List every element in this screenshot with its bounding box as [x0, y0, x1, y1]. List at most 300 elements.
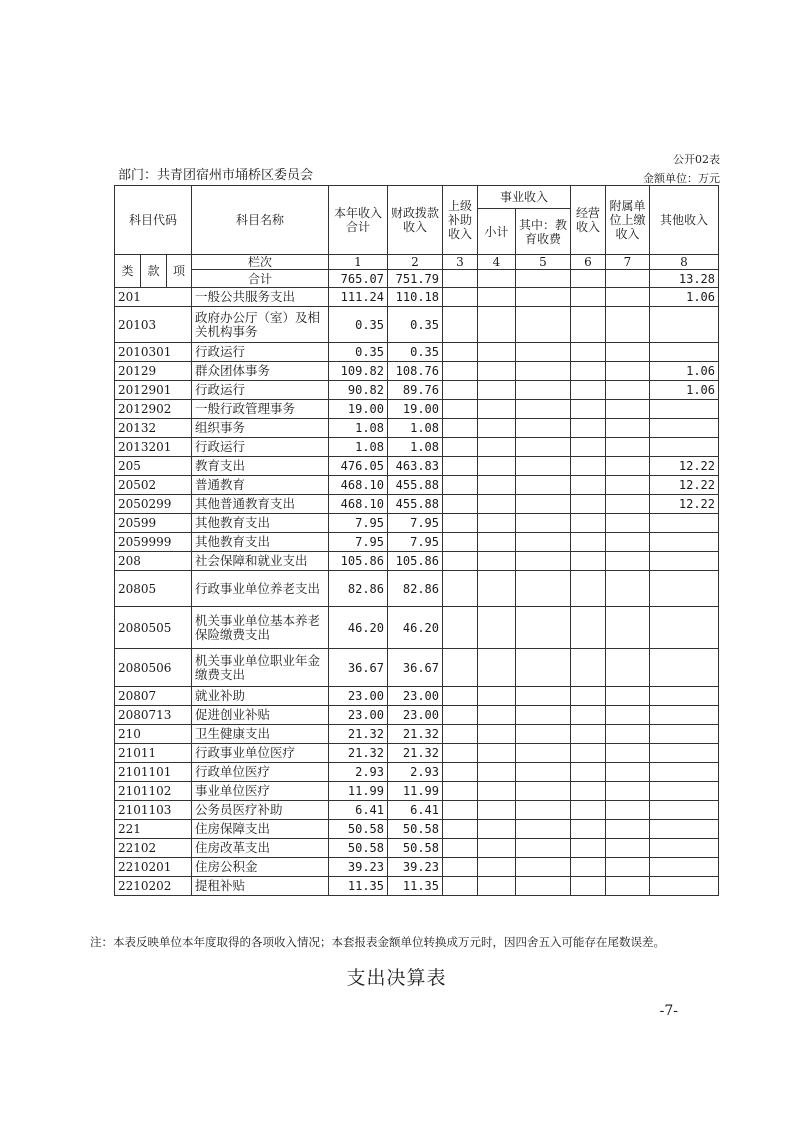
row-c1: 90.82: [329, 381, 388, 400]
row-code: 201: [115, 288, 192, 307]
row-c7: [606, 533, 650, 552]
row-c5: [516, 381, 571, 400]
row-c3: [443, 801, 478, 820]
row-c6: [571, 839, 606, 858]
total-c1: 765.07: [329, 270, 388, 288]
row-c6: [571, 533, 606, 552]
row-c3: [443, 571, 478, 607]
row-c8: [650, 820, 719, 839]
row-c5: [516, 858, 571, 877]
row-c1: 2.93: [329, 763, 388, 782]
row-c1: 0.35: [329, 307, 388, 343]
row-c6: [571, 782, 606, 801]
row-c7: [606, 858, 650, 877]
row-c5: [516, 820, 571, 839]
row-c8: [650, 307, 719, 343]
header-name: 科目名称: [192, 186, 329, 255]
row-c8: [650, 801, 719, 820]
row-c8: [650, 533, 719, 552]
row-c3: [443, 607, 478, 649]
row-code: 2080713: [115, 706, 192, 725]
row-name: 普通教育: [192, 476, 329, 495]
row-name: 机关事业单位基本养老保险缴费支出: [192, 607, 329, 649]
row-c2: 50.58: [388, 820, 443, 839]
row-code: 22102: [115, 839, 192, 858]
row-c8: [650, 419, 719, 438]
row-c7: [606, 514, 650, 533]
row-name: 事业单位医疗: [192, 782, 329, 801]
table-row: [115, 571, 719, 607]
row-name: 提租补贴: [192, 877, 329, 896]
row-c2: 108.76: [388, 362, 443, 381]
row-c1: 111.24: [329, 288, 388, 307]
row-name: 机关事业单位职业年金缴费支出: [192, 649, 329, 687]
row-c8: [650, 744, 719, 763]
row-c4: [478, 744, 516, 763]
row-c5: [516, 457, 571, 476]
row-name: 行政单位医疗: [192, 763, 329, 782]
row-c6: [571, 877, 606, 896]
row-name: 其他普通教育支出: [192, 495, 329, 514]
row-c6: [571, 307, 606, 343]
row-code: 2210202: [115, 877, 192, 896]
col-index-3: 3: [443, 255, 478, 270]
row-code: 20807: [115, 687, 192, 706]
row-c7: [606, 476, 650, 495]
table-row: [115, 725, 719, 744]
row-c1: 11.35: [329, 877, 388, 896]
row-c1: 476.05: [329, 457, 388, 476]
row-name: 行政事业单位养老支出: [192, 571, 329, 607]
row-name: 一般公共服务支出: [192, 288, 329, 307]
row-name: 政府办公厅（室）及相关机构事务: [192, 307, 329, 343]
header-c7: 附属单位上缴收入: [606, 186, 650, 255]
row-c6: [571, 495, 606, 514]
row-c5: [516, 514, 571, 533]
row-c4: [478, 533, 516, 552]
row-c1: 6.41: [329, 801, 388, 820]
row-name: 行政运行: [192, 343, 329, 362]
row-c8: [650, 571, 719, 607]
table-row: [115, 607, 719, 649]
row-c7: [606, 763, 650, 782]
row-c2: 19.00: [388, 400, 443, 419]
header-lei: 类: [115, 255, 141, 288]
row-c2: 6.41: [388, 801, 443, 820]
row-c6: [571, 607, 606, 649]
row-code: 2010301: [115, 343, 192, 362]
row-c7: [606, 607, 650, 649]
table-row: [115, 858, 719, 877]
row-c5: [516, 782, 571, 801]
table-row: [115, 763, 719, 782]
department-line: [118, 164, 313, 183]
row-c7: [606, 438, 650, 457]
row-c5: [516, 400, 571, 419]
row-c2: 455.88: [388, 495, 443, 514]
row-c8: [650, 839, 719, 858]
row-name: 住房改革支出: [192, 839, 329, 858]
row-c3: [443, 839, 478, 858]
row-c6: [571, 858, 606, 877]
row-c2: 0.35: [388, 343, 443, 362]
row-c5: [516, 801, 571, 820]
row-name: 促进创业补贴: [192, 706, 329, 725]
row-c5: [516, 649, 571, 687]
row-c2: 50.58: [388, 839, 443, 858]
row-c5: [516, 495, 571, 514]
row-c5: [516, 288, 571, 307]
row-name: 行政运行: [192, 381, 329, 400]
row-c3: [443, 419, 478, 438]
table-row: [115, 476, 719, 495]
row-c4: [478, 801, 516, 820]
row-code: 2012901: [115, 381, 192, 400]
table-row: [115, 381, 719, 400]
row-c5: [516, 687, 571, 706]
row-c2: 23.00: [388, 706, 443, 725]
row-code: 221: [115, 820, 192, 839]
header-lanci: 栏次: [192, 255, 329, 270]
row-c7: [606, 419, 650, 438]
row-c7: [606, 571, 650, 607]
total-c4: [478, 270, 516, 288]
row-c7: [606, 552, 650, 571]
row-name: 一般行政管理事务: [192, 400, 329, 419]
row-c4: [478, 571, 516, 607]
row-c4: [478, 552, 516, 571]
row-c8: [650, 649, 719, 687]
table-row: [115, 649, 719, 687]
row-name: 其他教育支出: [192, 514, 329, 533]
row-code: 2013201: [115, 438, 192, 457]
row-c4: [478, 514, 516, 533]
row-c5: [516, 571, 571, 607]
row-c4: [478, 607, 516, 649]
form-code: 公开02表: [673, 153, 720, 166]
table-row: [115, 533, 719, 552]
row-c1: 7.95: [329, 533, 388, 552]
table-row: [115, 782, 719, 801]
row-c6: [571, 288, 606, 307]
row-c3: [443, 687, 478, 706]
row-c8: 1.06: [650, 362, 719, 381]
row-c4: [478, 782, 516, 801]
row-c4: [478, 839, 516, 858]
row-c5: [516, 362, 571, 381]
row-c6: [571, 381, 606, 400]
row-c1: 468.10: [329, 495, 388, 514]
row-c1: 1.08: [329, 438, 388, 457]
header-c2: 财政拨款收入: [388, 186, 443, 255]
total-c8: 13.28: [650, 270, 719, 288]
row-c4: [478, 877, 516, 896]
row-code: 2059999: [115, 533, 192, 552]
row-c2: 0.35: [388, 307, 443, 343]
row-c3: [443, 533, 478, 552]
row-c5: [516, 763, 571, 782]
row-c4: [478, 687, 516, 706]
total-c5: [516, 270, 571, 288]
col-index-6: 6: [571, 255, 606, 270]
row-c3: [443, 820, 478, 839]
table-row: [115, 307, 719, 343]
row-c2: 2.93: [388, 763, 443, 782]
row-c3: [443, 457, 478, 476]
table-row: [115, 877, 719, 896]
row-c7: [606, 381, 650, 400]
header-xiang: 项: [167, 255, 192, 288]
row-code: 2101101: [115, 763, 192, 782]
row-name: 卫生健康支出: [192, 725, 329, 744]
row-name: 公务员医疗补助: [192, 801, 329, 820]
total-c3: [443, 270, 478, 288]
row-c3: [443, 706, 478, 725]
amount-unit: 金额单位：万元: [643, 172, 720, 185]
row-c5: [516, 419, 571, 438]
row-name: 行政运行: [192, 438, 329, 457]
table-row: [115, 362, 719, 381]
row-c7: [606, 744, 650, 763]
row-code: 20129: [115, 362, 192, 381]
row-c3: [443, 362, 478, 381]
row-name: 群众团体事务: [192, 362, 329, 381]
header-c5: 其中：教育收费: [516, 209, 571, 255]
row-c8: [650, 607, 719, 649]
row-code: 2080506: [115, 649, 192, 687]
row-c3: [443, 649, 478, 687]
row-c4: [478, 343, 516, 362]
row-c6: [571, 476, 606, 495]
row-c2: 455.88: [388, 476, 443, 495]
row-c2: 1.08: [388, 419, 443, 438]
row-c6: [571, 419, 606, 438]
row-name: 住房保障支出: [192, 820, 329, 839]
row-c4: [478, 400, 516, 419]
table-row: [115, 438, 719, 457]
row-c5: [516, 839, 571, 858]
row-c7: [606, 687, 650, 706]
row-c2: 36.67: [388, 649, 443, 687]
row-c1: 1.08: [329, 419, 388, 438]
table-row: [115, 839, 719, 858]
row-c5: [516, 607, 571, 649]
row-c3: [443, 877, 478, 896]
row-code: 210: [115, 725, 192, 744]
row-name: 社会保障和就业支出: [192, 552, 329, 571]
row-code: 205: [115, 457, 192, 476]
row-c6: [571, 725, 606, 744]
row-c7: [606, 877, 650, 896]
row-c8: 12.22: [650, 495, 719, 514]
row-c6: [571, 763, 606, 782]
row-c5: [516, 706, 571, 725]
row-c7: [606, 400, 650, 419]
row-c5: [516, 438, 571, 457]
table-row: [115, 419, 719, 438]
row-c6: [571, 571, 606, 607]
row-code: 2080505: [115, 607, 192, 649]
table-row: [115, 288, 719, 307]
row-code: 2101103: [115, 801, 192, 820]
row-code: 20805: [115, 571, 192, 607]
table-row: [115, 687, 719, 706]
row-c3: [443, 343, 478, 362]
col-index-5: 5: [516, 255, 571, 270]
table-body: [115, 288, 719, 896]
row-c6: [571, 552, 606, 571]
row-code: 2012902: [115, 400, 192, 419]
row-c4: [478, 381, 516, 400]
row-code: 21011: [115, 744, 192, 763]
row-c8: [650, 763, 719, 782]
row-c1: 36.67: [329, 649, 388, 687]
total-c6: [571, 270, 606, 288]
row-c3: [443, 858, 478, 877]
col-index-7: 7: [606, 255, 650, 270]
row-c6: [571, 362, 606, 381]
row-c2: 7.95: [388, 533, 443, 552]
row-c8: [650, 782, 719, 801]
row-c1: 50.58: [329, 839, 388, 858]
row-name: 组织事务: [192, 419, 329, 438]
row-c3: [443, 381, 478, 400]
row-c1: 46.20: [329, 607, 388, 649]
row-c5: [516, 552, 571, 571]
row-code: 20132: [115, 419, 192, 438]
header-c4: 小计: [478, 209, 516, 255]
row-c5: [516, 744, 571, 763]
row-c4: [478, 288, 516, 307]
row-c4: [478, 763, 516, 782]
row-c2: 82.86: [388, 571, 443, 607]
row-c1: 21.32: [329, 725, 388, 744]
row-c8: [650, 877, 719, 896]
row-c7: [606, 706, 650, 725]
row-c1: 50.58: [329, 820, 388, 839]
table-row: [115, 744, 719, 763]
row-c8: 1.06: [650, 381, 719, 400]
row-c1: 105.86: [329, 552, 388, 571]
total-c7: [606, 270, 650, 288]
row-c3: [443, 476, 478, 495]
row-c6: [571, 649, 606, 687]
row-c2: 110.18: [388, 288, 443, 307]
col-index-2: 2: [388, 255, 443, 270]
row-c3: [443, 552, 478, 571]
row-c2: 11.99: [388, 782, 443, 801]
row-c1: 11.99: [329, 782, 388, 801]
table-row: [115, 495, 719, 514]
row-c4: [478, 457, 516, 476]
table-row: [115, 400, 719, 419]
row-name: 行政事业单位医疗: [192, 744, 329, 763]
row-code: 2101102: [115, 782, 192, 801]
row-c5: [516, 877, 571, 896]
header-c8: 其他收入: [650, 186, 719, 255]
row-c2: 39.23: [388, 858, 443, 877]
row-c7: [606, 839, 650, 858]
row-c1: 82.86: [329, 571, 388, 607]
header-biz: 事业收入: [478, 186, 571, 209]
header-kuan: 款: [141, 255, 167, 288]
row-c4: [478, 476, 516, 495]
row-c8: [650, 725, 719, 744]
row-name: 教育支出: [192, 457, 329, 476]
row-c8: [650, 438, 719, 457]
row-c3: [443, 307, 478, 343]
row-c7: [606, 782, 650, 801]
row-c5: [516, 533, 571, 552]
row-c3: [443, 438, 478, 457]
row-c8: [650, 400, 719, 419]
row-c6: [571, 438, 606, 457]
row-c6: [571, 400, 606, 419]
row-c1: 109.82: [329, 362, 388, 381]
row-c3: [443, 763, 478, 782]
row-c3: [443, 400, 478, 419]
row-code: 2210201: [115, 858, 192, 877]
row-c6: [571, 744, 606, 763]
row-name: 就业补助: [192, 687, 329, 706]
row-c6: [571, 706, 606, 725]
row-c4: [478, 649, 516, 687]
row-c5: [516, 476, 571, 495]
header-code: 科目代码: [115, 186, 192, 255]
department-name: 共青团宿州市埇桥区委员会: [157, 168, 314, 183]
row-c2: 1.08: [388, 438, 443, 457]
row-c1: 19.00: [329, 400, 388, 419]
row-c6: [571, 514, 606, 533]
row-c8: 1.06: [650, 288, 719, 307]
row-c7: [606, 649, 650, 687]
row-c6: [571, 457, 606, 476]
row-c6: [571, 343, 606, 362]
footnote: 注：本表反映单位本年度取得的各项收入情况；本套报表金额单位转换成万元时，因四舍五入可能存在尾数误差。: [90, 935, 665, 949]
row-code: 2050299: [115, 495, 192, 514]
total-label: 合计: [192, 270, 329, 288]
table-row: [115, 514, 719, 533]
row-c8: 12.22: [650, 476, 719, 495]
income-table: [114, 185, 719, 896]
table-row: [115, 343, 719, 362]
table-row: [115, 552, 719, 571]
row-code: 208: [115, 552, 192, 571]
row-c1: 21.32: [329, 744, 388, 763]
table-row: [115, 820, 719, 839]
row-c7: [606, 343, 650, 362]
row-name: 其他教育支出: [192, 533, 329, 552]
row-c3: [443, 725, 478, 744]
row-c3: [443, 744, 478, 763]
row-c4: [478, 362, 516, 381]
row-c7: [606, 307, 650, 343]
row-c7: [606, 725, 650, 744]
row-c3: [443, 514, 478, 533]
row-c7: [606, 495, 650, 514]
row-c6: [571, 801, 606, 820]
row-c7: [606, 288, 650, 307]
row-c8: [650, 343, 719, 362]
row-c7: [606, 457, 650, 476]
total-c2: 751.79: [388, 270, 443, 288]
row-c2: 7.95: [388, 514, 443, 533]
department-label: 部门：: [118, 168, 158, 183]
row-c3: [443, 288, 478, 307]
row-c5: [516, 343, 571, 362]
row-c8: [650, 858, 719, 877]
row-c2: 463.83: [388, 457, 443, 476]
